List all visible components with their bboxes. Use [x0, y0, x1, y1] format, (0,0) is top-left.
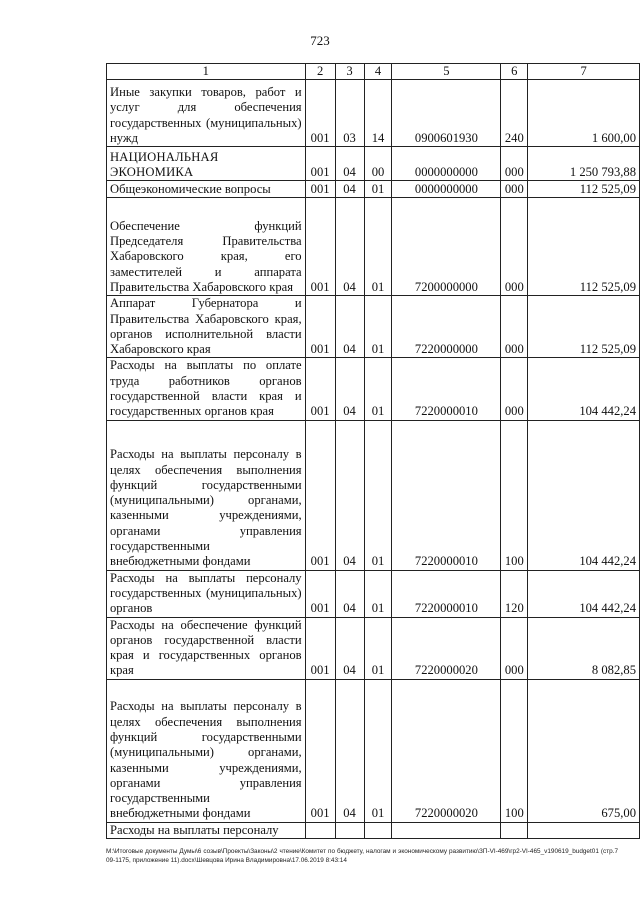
cell-amount: 112 525,09 [528, 296, 640, 358]
cell-col2: 001 [305, 296, 335, 358]
cell-col3: 04 [335, 198, 364, 296]
col-header-7: 7 [528, 64, 640, 80]
row-name: Иные закупки товаров, работ и услуг для обеспечения государственных (муниципальных) нужд [107, 80, 306, 147]
cell-col3: 04 [335, 181, 364, 198]
table-row [107, 358, 640, 420]
cell-col6: 100 [501, 420, 528, 570]
cell-amount: 104 442,24 [528, 358, 640, 420]
table-row [107, 296, 640, 358]
cell-col2: 001 [305, 617, 335, 679]
cell-amount: 104 442,24 [528, 420, 640, 570]
cell-col3: 04 [335, 617, 364, 679]
cell-amount: 675,00 [528, 679, 640, 822]
row-name: Общеэкономические вопросы [107, 181, 306, 198]
table-row [107, 198, 640, 296]
cell-col5: 7220000010 [392, 358, 501, 420]
table-row [107, 181, 640, 198]
cell-col4: 01 [364, 679, 392, 822]
table-row [107, 570, 640, 617]
cell-col6: 000 [501, 181, 528, 198]
cell-col3: 04 [335, 358, 364, 420]
cell-col4: 01 [364, 617, 392, 679]
cell-col6: 100 [501, 679, 528, 822]
table-row [107, 822, 640, 838]
cell-col4: 01 [364, 198, 392, 296]
cell-col2: 001 [305, 570, 335, 617]
cell-col4: 01 [364, 181, 392, 198]
cell-col5: 0900601930 [392, 80, 501, 147]
row-name: Расходы на выплаты персоналу в целях обеспечения выполнения функций государственными (муниципальными) органами, казенными учреждениями, органами управления государственными внебюджетными фондами [107, 679, 306, 822]
cell-col4: 01 [364, 570, 392, 617]
page-number: 723 [310, 33, 330, 48]
cell-col2 [305, 822, 335, 838]
table-row [107, 617, 640, 679]
cell-col6: 240 [501, 80, 528, 147]
cell-amount: 1 250 793,88 [528, 147, 640, 181]
cell-col4: 00 [364, 147, 392, 181]
cell-col2: 001 [305, 679, 335, 822]
cell-amount: 104 442,24 [528, 570, 640, 617]
table-row [107, 679, 640, 822]
row-name: Расходы на выплаты персоналу [107, 822, 306, 838]
cell-col6: 000 [501, 617, 528, 679]
row-name: Расходы на обеспечение функций органов государственной власти края и государственных органов края [107, 617, 306, 679]
cell-amount: 8 082,85 [528, 617, 640, 679]
cell-col6 [501, 822, 528, 838]
cell-col4 [364, 822, 392, 838]
cell-col5: 7220000000 [392, 296, 501, 358]
cell-col2: 001 [305, 198, 335, 296]
col-header-1: 1 [107, 64, 306, 80]
cell-col5: 7220000020 [392, 679, 501, 822]
cell-col2: 001 [305, 181, 335, 198]
col-header-2: 2 [305, 64, 335, 80]
cell-amount: 112 525,09 [528, 198, 640, 296]
cell-col4: 01 [364, 358, 392, 420]
col-header-6: 6 [501, 64, 528, 80]
cell-col5: 7220000010 [392, 420, 501, 570]
table-row [107, 80, 640, 147]
cell-col3: 04 [335, 296, 364, 358]
cell-col5: 0000000000 [392, 181, 501, 198]
row-name: НАЦИОНАЛЬНАЯ ЭКОНОМИКА [107, 147, 306, 181]
cell-col5: 7220000020 [392, 617, 501, 679]
cell-col2: 001 [305, 147, 335, 181]
cell-col4: 14 [364, 80, 392, 147]
row-name: Обеспечение функций Председателя Правительства Хабаровского края, его заместителей и аппарата Правительства Хабаровского края [107, 198, 306, 296]
col-header-3: 3 [335, 64, 364, 80]
cell-col6: 000 [501, 198, 528, 296]
cell-col3 [335, 822, 364, 838]
cell-col5: 7200000000 [392, 198, 501, 296]
cell-col3: 03 [335, 80, 364, 147]
cell-col6: 120 [501, 570, 528, 617]
document-path-footer: M:\Итоговые документы Думы\6 созыв\Проекты\Законы\2 чтение\Комитет по бюджету, налогам и экономическому развитию\ЗП-VI-469\гр2-VI-465_v190619_budget01 (стр.709-1175, приложение 11).docx\Шевцова Ирина Владимировна\17.06.2019 8:43:14 [106, 848, 618, 864]
cell-col2: 001 [305, 80, 335, 147]
col-header-5: 5 [392, 64, 501, 80]
table-header-row [107, 64, 640, 80]
cell-col2: 001 [305, 420, 335, 570]
table-row [107, 147, 640, 181]
cell-col3: 04 [335, 570, 364, 617]
cell-amount: 1 600,00 [528, 80, 640, 147]
row-name: Аппарат Губернатора и Правительства Хабаровского края, органов исполнительной власти Хабаровского края [107, 296, 306, 358]
cell-amount: 112 525,09 [528, 181, 640, 198]
cell-col3: 04 [335, 679, 364, 822]
col-header-4: 4 [364, 64, 392, 80]
cell-col6: 000 [501, 296, 528, 358]
cell-col2: 001 [305, 358, 335, 420]
cell-amount [528, 822, 640, 838]
table-row [107, 420, 640, 570]
row-name: Расходы на выплаты персоналу в целях обеспечения выполнения функций государственными (муниципальными) органами, казенными учреждениями, органами управления государственными внебюджетными фондами [107, 420, 306, 570]
cell-col3: 04 [335, 420, 364, 570]
cell-col4: 01 [364, 420, 392, 570]
cell-col5: 7220000010 [392, 570, 501, 617]
cell-col5: 0000000000 [392, 147, 501, 181]
cell-col4: 01 [364, 296, 392, 358]
cell-col6: 000 [501, 358, 528, 420]
row-name: Расходы на выплаты персоналу государственных (муниципальных) органов [107, 570, 306, 617]
budget-table [106, 63, 640, 839]
cell-col3: 04 [335, 147, 364, 181]
cell-col5 [392, 822, 501, 838]
row-name: Расходы на выплаты по оплате труда работников органов государственной власти края и государственных органов края [107, 358, 306, 420]
cell-col6: 000 [501, 147, 528, 181]
